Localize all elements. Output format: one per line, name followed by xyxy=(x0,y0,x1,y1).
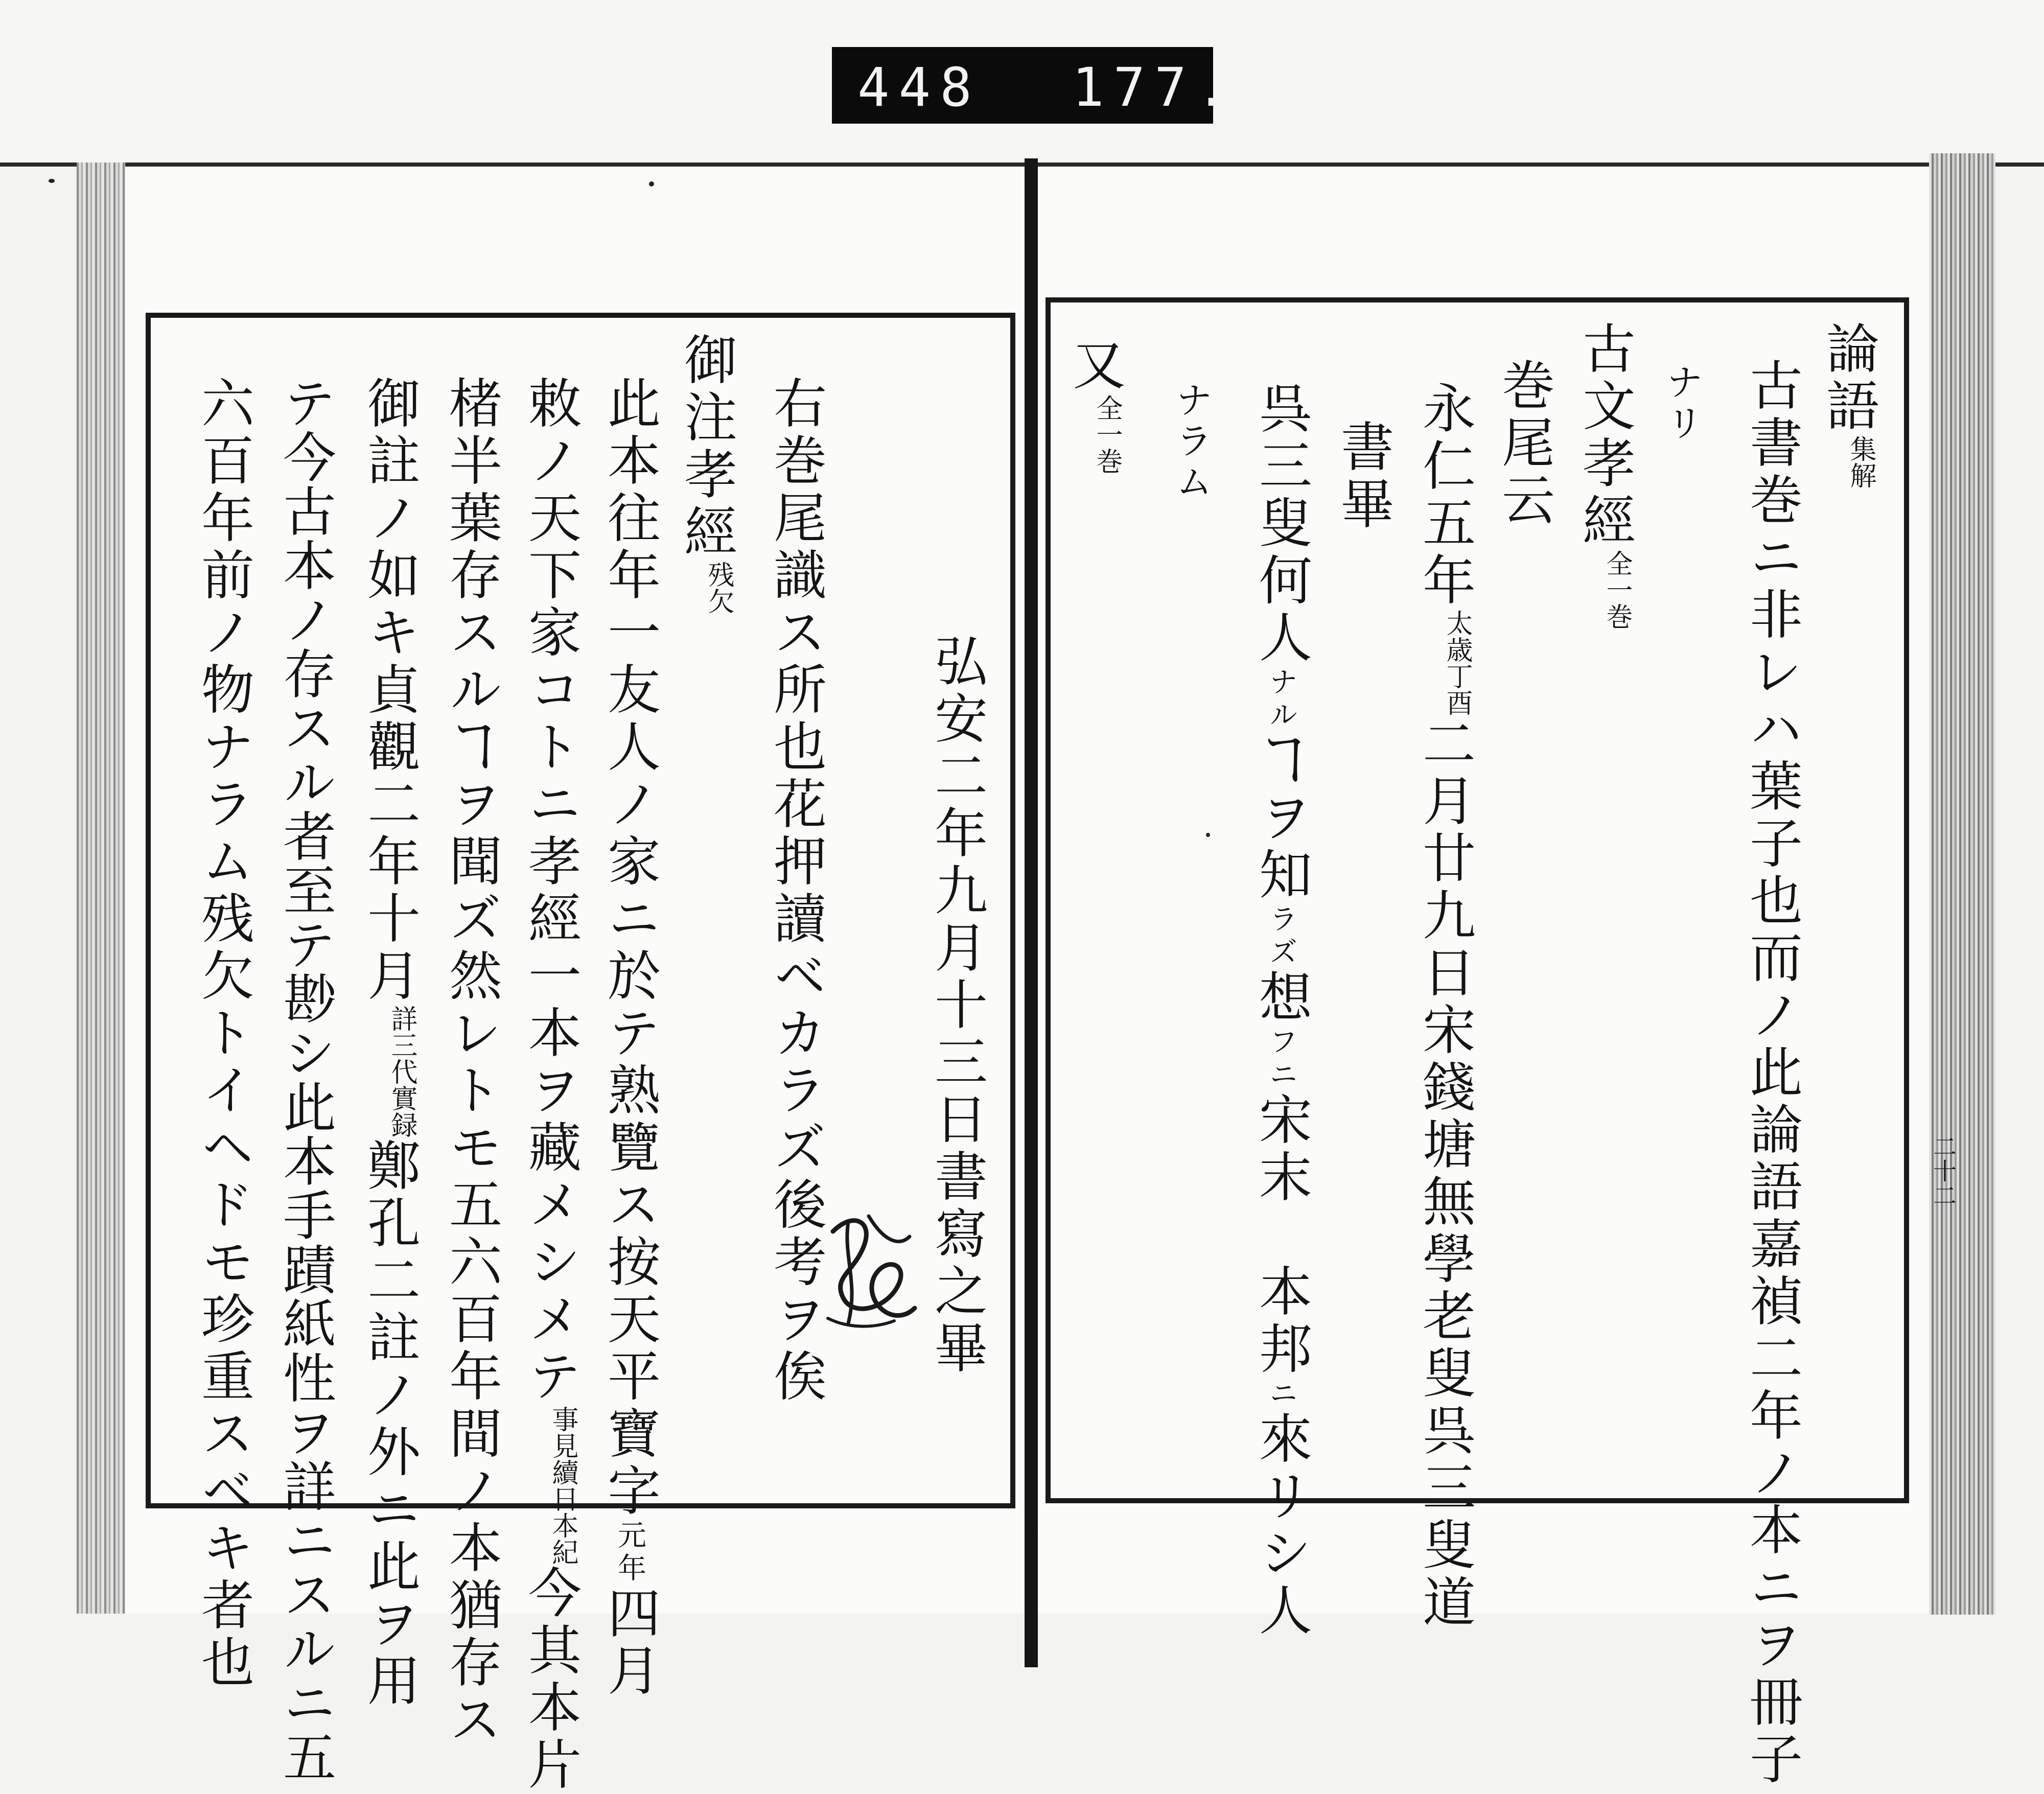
spine-tip xyxy=(1026,1507,1036,1667)
right-col-4: 古文孝經全一巻 xyxy=(1573,321,1636,630)
inline-note: 集解 xyxy=(1845,435,1876,488)
kao-seal-mark xyxy=(812,1201,930,1339)
book-top-edge xyxy=(0,162,2044,167)
right-col-10: 又全一巻 xyxy=(1063,337,1126,474)
left-col-3: 御注孝經残欠 xyxy=(675,332,737,614)
scan-speck xyxy=(49,179,55,183)
right-col-8: 呉三叟何人ナルヿヲ知ラズ想フニ宋末 本邦ニ來リシ人 xyxy=(1250,381,1312,1640)
right-col-3: ナリ xyxy=(1660,363,1703,445)
scan-speck xyxy=(649,181,654,187)
left-col-2: 右巻尾識ス所也花押讀ベカラズ後考ヲ俟 xyxy=(764,376,827,1406)
left-col-8: テ今古本ノ存スル者至テ尠シ此本手蹟紙性ヲ詳ニスルニ五 xyxy=(274,376,336,1784)
catalog-number-left: 448 xyxy=(857,56,981,119)
left-col-1: 弘安二年九月十三日書寫之畢 xyxy=(925,634,988,1378)
left-col-5: 敕ノ天下家コトニ孝經一本ヲ藏メシメテ事見續日本紀今其本片 xyxy=(519,376,582,1794)
scan-speck xyxy=(1206,833,1210,837)
inline-note: 詳三代實録 xyxy=(386,1005,417,1138)
right-page-edges xyxy=(1929,153,1995,1615)
page-number: 二十二 xyxy=(1930,1134,1957,1208)
right-col-1: 論語集解 xyxy=(1817,321,1879,488)
inline-note: 事見續日本紀 xyxy=(547,1406,578,1565)
right-col-5: 巻尾云 xyxy=(1493,358,1555,529)
inline-note: 残欠 xyxy=(703,561,734,614)
left-col-7: 御註ノ如キ貞觀二年十月詳三代實録鄭孔二註ノ外ニ此ヲ用 xyxy=(358,376,421,1710)
left-page-edges xyxy=(77,162,125,1614)
book-spine xyxy=(1025,158,1038,1667)
right-col-7: 書畢 xyxy=(1332,419,1394,533)
left-col-4: 此本往年一友人ノ家ニ於テ熟覽ス按天平寶字元年四月 xyxy=(598,376,661,1700)
catalog-number-right: 177. xyxy=(1072,56,1237,119)
left-col-6: 楮半葉存スルヿヲ聞ズ然レトモ五六百年間ノ本猶存ス xyxy=(440,376,502,1749)
right-col-6: 永仁五年太歳丁酉二月廿九日宋錢塘無學老叟呉三叟道 xyxy=(1413,381,1476,1632)
right-col-9: ナラム xyxy=(1170,381,1213,503)
inline-note: 全一巻 xyxy=(1091,394,1122,474)
inline-note: 太歳丁酉 xyxy=(1442,610,1472,716)
left-col-9: 六百年前ノ物ナラム残欠トイヘドモ珍重スベキ者也 xyxy=(192,376,254,1692)
catalog-number-label xyxy=(832,47,1237,124)
right-col-2: 古書巻ニ非レハ葉子也而ノ此論語嘉禎二年ノ本ニヲ冊子 xyxy=(1740,358,1803,1788)
inline-note: 全一巻 xyxy=(1601,550,1632,630)
